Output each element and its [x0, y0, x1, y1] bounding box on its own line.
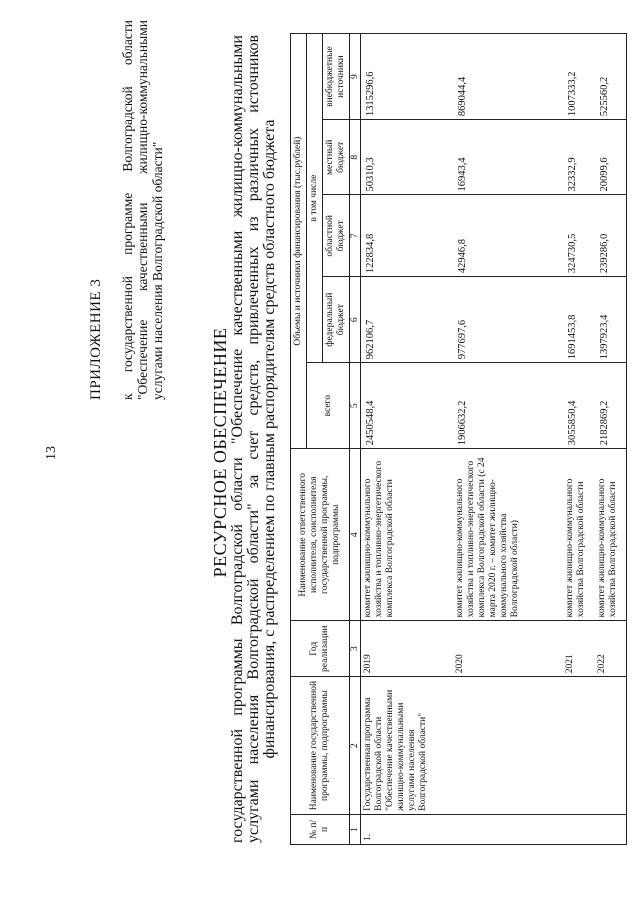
header-local: местный бюджет	[323, 120, 350, 195]
appendix-subtitle: к государственной программе Волгоградской области "Обеспечение качественными жилищно-коммунальными услугами населения Волгоградской области"	[120, 20, 165, 400]
column-number: 8	[350, 120, 361, 195]
document-title: РЕСУРСНОЕ ОБЕСПЕЧЕНИЕ	[210, 327, 230, 578]
header-number: № п/п	[291, 814, 350, 844]
local-cell: 20099,6	[595, 120, 627, 195]
year-cell: 2021	[563, 621, 595, 677]
extra-cell: 1007333,2	[563, 34, 595, 120]
page-number: 13	[44, 446, 59, 460]
document-subtitle: государственной программы Волгоградской области "Обеспечение качественными жилищно-коммунальными услугами населения Волгоградской области" за счет средств, привлеченных из различных источников финансирования, с распределением по главным распорядителям средств областного бюджета	[229, 35, 278, 843]
column-number: 2	[350, 677, 361, 815]
federal-cell: 1691453,8	[563, 277, 595, 363]
extra-cell: 1315296,6	[361, 34, 453, 120]
regional-cell: 42946,8	[453, 195, 563, 277]
regional-cell: 324730,5	[563, 195, 595, 277]
local-cell: 16943,4	[453, 120, 563, 195]
executor-cell: комитет жилищно-коммунального хозяйства и топливно-энергетического комплекса Волгоградской области (с 24 марта 2020 г. – комитет жилищно-коммунального хозяйства Волгоградской области)	[453, 449, 563, 621]
local-cell: 32332,9	[563, 120, 595, 195]
column-number: 5	[350, 363, 361, 449]
total-cell: 2450548,4	[361, 363, 453, 449]
extra-cell: 869044,4	[453, 34, 563, 120]
resource-table	[290, 33, 627, 845]
header-including: в том числе	[307, 34, 323, 363]
appendix-title: ПРИЛОЖЕНИЕ 3	[88, 278, 104, 400]
federal-cell: 977697,6	[453, 277, 563, 363]
total-cell: 1906632,2	[453, 363, 563, 449]
program-number: 1.	[361, 814, 627, 844]
header-federal: федеральный бюджет	[323, 277, 350, 363]
header-executor: Наименование ответственного исполнителя, соисполнителя государственной программы, подпрограммы	[291, 449, 350, 621]
header-regional: областной бюджет	[323, 195, 350, 277]
header-total: всего	[307, 363, 350, 449]
year-cell: 2019	[361, 621, 453, 677]
total-cell: 3055850,4	[563, 363, 595, 449]
extra-cell: 525560,2	[595, 34, 627, 120]
header-year: Год реализации	[291, 621, 350, 677]
column-number: 3	[350, 621, 361, 677]
column-number: 1	[350, 814, 361, 844]
total-cell: 2182869,2	[595, 363, 627, 449]
column-number: 9	[350, 34, 361, 120]
federal-cell: 962106,7	[361, 277, 453, 363]
column-number: 4	[350, 449, 361, 621]
year-cell: 2020	[453, 621, 563, 677]
year-cell: 2022	[595, 621, 627, 677]
column-number: 7	[350, 195, 361, 277]
header-extra: внебюджетные источники	[323, 34, 350, 120]
program-name: Государственная программа Волгоградской области "Обеспечение качественными жилищно-коммунальными услугами населения Волгоградской области"	[361, 677, 627, 815]
table-row	[361, 34, 453, 845]
executor-cell: комитет жилищно-коммунального хозяйства и топливно-энергетического комплекса Волгоградской области	[361, 449, 453, 621]
header-finance-group: Объемы и источники финансирования (тыс.рублей)	[291, 34, 307, 449]
column-number: 6	[350, 277, 361, 363]
regional-cell: 239286,0	[595, 195, 627, 277]
regional-cell: 122834,8	[361, 195, 453, 277]
header-program-name: Наименование государственной программы, подпрограммы	[291, 677, 350, 815]
executor-cell: комитет жилищно-коммунального хозяйства Волгоградской области	[595, 449, 627, 621]
executor-cell: комитет жилищно-коммунального хозяйства Волгоградской области	[563, 449, 595, 621]
local-cell: 50310,3	[361, 120, 453, 195]
federal-cell: 1397923,4	[595, 277, 627, 363]
